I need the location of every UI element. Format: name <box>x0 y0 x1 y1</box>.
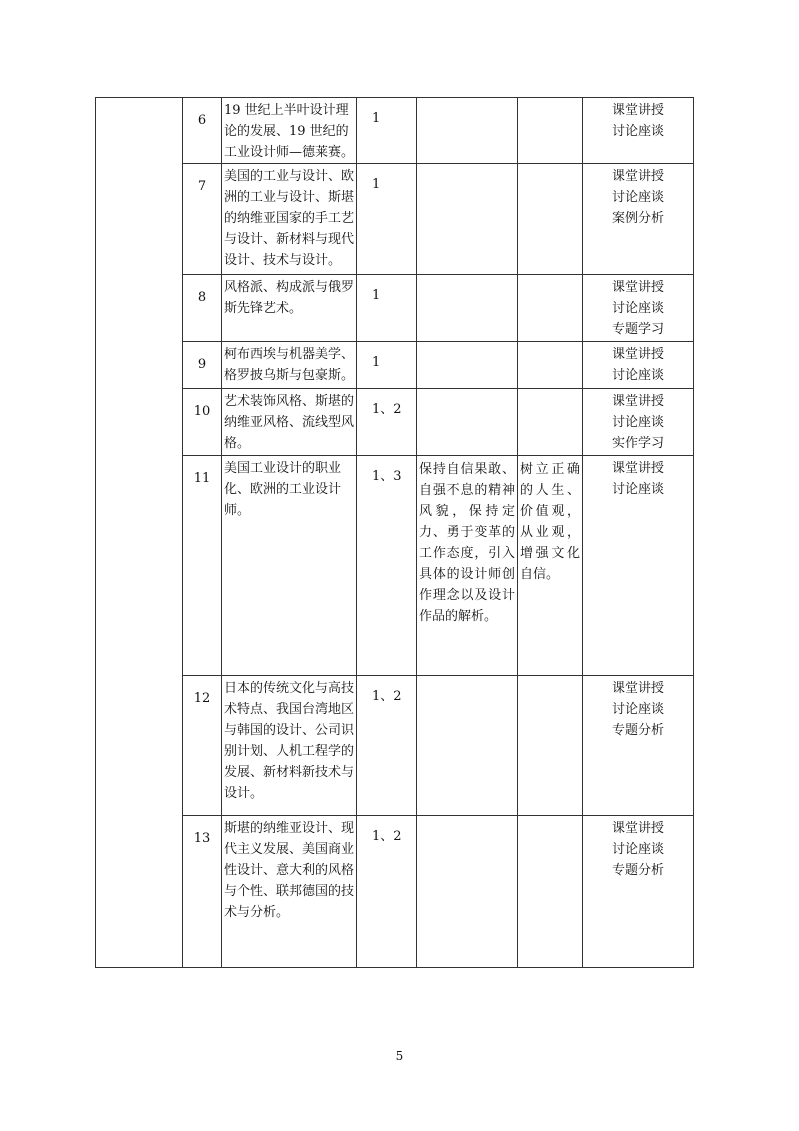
row-ideology <box>417 676 518 816</box>
row-content: 美国工业设计的职业化、欧洲的工业设计师。 <box>222 456 357 676</box>
row-hours: 1 <box>357 98 417 164</box>
row-ideology <box>417 389 518 456</box>
method-item: 课堂讲授 <box>611 821 664 836</box>
method-item: 案例分析 <box>611 211 664 226</box>
row-values <box>518 676 583 816</box>
row-methods <box>583 342 694 389</box>
row-ideology <box>417 275 518 342</box>
row-content: 日本的传统文化与高技术特点、我国台湾地区与韩国的设计、公司识别计划、人机工程学的发展、新材料新技术与设计。 <box>222 676 357 816</box>
method-item: 专题分析 <box>611 723 664 738</box>
row-ideology <box>417 342 518 389</box>
method-item: 讨论座谈 <box>611 368 664 383</box>
row-number: 11 <box>183 456 222 676</box>
method-item: 讨论座谈 <box>611 301 664 316</box>
method-item: 课堂讲授 <box>611 461 664 476</box>
row-number: 6 <box>183 98 222 164</box>
row-values <box>518 164 583 275</box>
row-number: 13 <box>183 816 222 968</box>
course-schedule-table <box>95 97 694 968</box>
table-row <box>96 275 694 342</box>
method-item: 专题学习 <box>611 322 664 337</box>
page-number: 5 <box>395 1049 404 1063</box>
row-number: 10 <box>183 389 222 456</box>
method-item: 讨论座谈 <box>611 702 664 717</box>
row-methods <box>583 164 694 275</box>
row-values: 树立正确的人生、价值观，从业观，增强文化自信。 <box>518 456 583 676</box>
merged-first-column <box>96 98 183 968</box>
row-values <box>518 98 583 164</box>
method-item: 讨论座谈 <box>611 415 664 430</box>
table-row <box>96 389 694 456</box>
method-item: 课堂讲授 <box>611 169 664 184</box>
row-methods <box>583 98 694 164</box>
row-hours: 1、2 <box>357 816 417 968</box>
method-item: 讨论座谈 <box>611 190 664 205</box>
row-methods <box>583 275 694 342</box>
row-methods <box>583 389 694 456</box>
row-values <box>518 342 583 389</box>
row-number: 7 <box>183 164 222 275</box>
table-row <box>96 164 694 275</box>
method-item: 课堂讲授 <box>611 681 664 696</box>
method-item: 讨论座谈 <box>611 482 664 497</box>
method-item: 课堂讲授 <box>611 103 664 118</box>
row-ideology <box>417 164 518 275</box>
method-item: 实作学习 <box>611 436 664 451</box>
method-item: 讨论座谈 <box>611 124 664 139</box>
row-ideology <box>417 98 518 164</box>
row-hours: 1 <box>357 164 417 275</box>
table-row <box>96 816 694 968</box>
table-row <box>96 342 694 389</box>
row-hours: 1、2 <box>357 389 417 456</box>
method-item: 课堂讲授 <box>611 347 664 362</box>
method-item: 课堂讲授 <box>611 280 664 295</box>
row-hours: 1 <box>357 342 417 389</box>
row-content: 艺术装饰风格、斯堪的纳维亚风格、流线型风格。 <box>222 389 357 456</box>
table-row <box>96 676 694 816</box>
row-methods <box>583 816 694 968</box>
row-values <box>518 816 583 968</box>
method-item: 讨论座谈 <box>611 842 664 857</box>
row-ideology: 保持自信果敢、自强不息的精神风貌，保持定力、勇于变革的工作态度，引入具体的设计师创作理念以及设计作品的解析。 <box>417 456 518 676</box>
row-content: 柯布西埃与机器美学、格罗披乌斯与包豪斯。 <box>222 342 357 389</box>
table-row <box>96 456 694 676</box>
row-hours: 1、2 <box>357 676 417 816</box>
method-item: 专题分析 <box>611 863 664 878</box>
table-row <box>96 98 694 164</box>
row-content: 风格派、构成派与俄罗斯先锋艺术。 <box>222 275 357 342</box>
row-values <box>518 275 583 342</box>
row-content: 斯堪的纳维亚设计、现代主义发展、美国商业性设计、意大利的风格与个性、联邦德国的技术与分析。 <box>222 816 357 968</box>
row-number: 8 <box>183 275 222 342</box>
row-content: 美国的工业与设计、欧洲的工业与设计、斯堪的纳维亚国家的手工艺与设计、新材料与现代设计、技术与设计。 <box>222 164 357 275</box>
row-content: 19 世纪上半叶设计理论的发展、19 世纪的工业设计师—德莱赛。 <box>222 98 357 164</box>
method-item: 课堂讲授 <box>611 394 664 409</box>
row-methods <box>583 456 694 676</box>
row-ideology <box>417 816 518 968</box>
row-hours: 1 <box>357 275 417 342</box>
row-methods <box>583 676 694 816</box>
row-number: 12 <box>183 676 222 816</box>
row-values <box>518 389 583 456</box>
row-number: 9 <box>183 342 222 389</box>
row-hours: 1、3 <box>357 456 417 676</box>
